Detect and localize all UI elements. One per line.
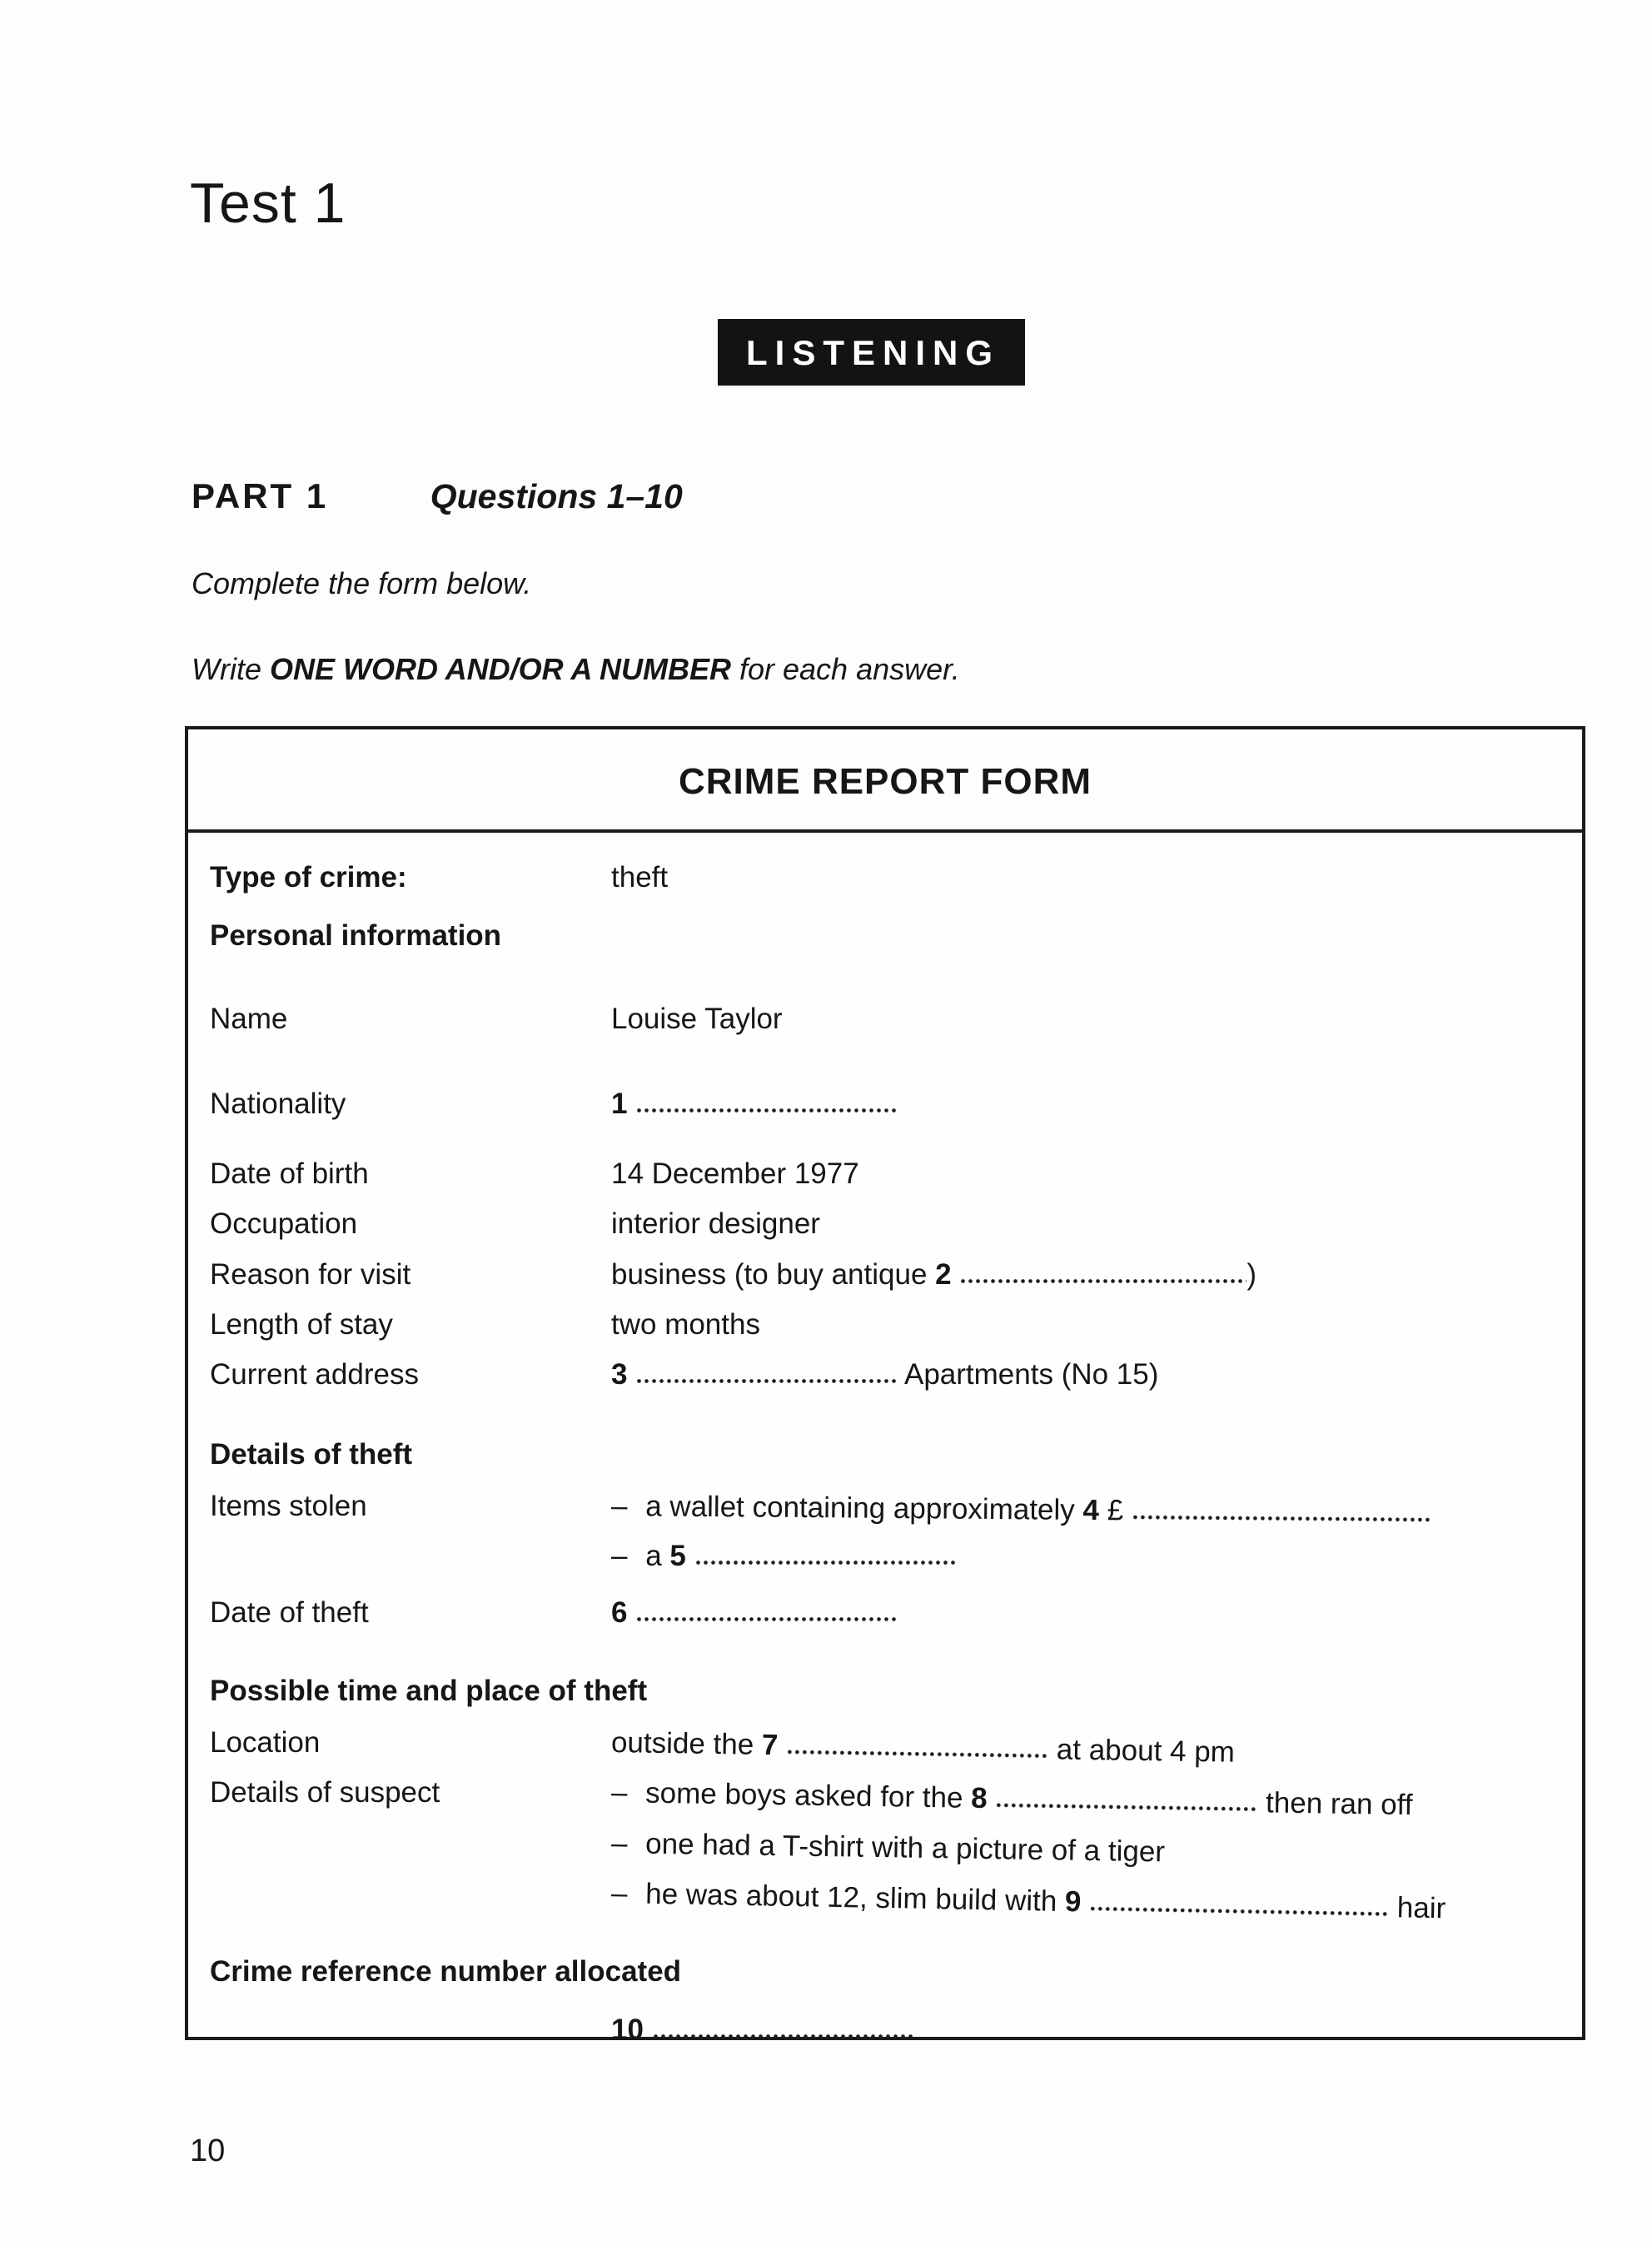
suspect-line2-text: one had a T-shirt with a picture of a tiger (644, 1827, 1166, 1868)
question-number-2: 2 (935, 1257, 952, 1291)
row-location (210, 1725, 1557, 1770)
value-items-stolen-line2 (611, 1538, 1557, 1575)
currency-symbol: £ (1107, 1494, 1124, 1527)
test-title: Test 1 (190, 172, 346, 235)
label-date-of-birth: Date of birth (210, 1157, 369, 1191)
instruction-write-suffix: for each answer. (730, 652, 960, 686)
suspect-line3-post-text: hair (1396, 1890, 1446, 1924)
value-location (611, 1725, 1558, 1776)
answer-blank-8 (995, 1800, 1257, 1813)
page-number: 10 (190, 2133, 226, 2168)
row-items-stolen (210, 1488, 1557, 1525)
label-occupation: Occupation (210, 1207, 358, 1241)
label-name: Name (210, 1003, 288, 1036)
value-suspect-line3 (611, 1875, 1558, 1929)
row-reason-for-visit (210, 1257, 1557, 1293)
value-current-address (611, 1356, 1557, 1393)
row-suspect-line2 (210, 1825, 1557, 1868)
instruction-write-prefix: Write (192, 652, 270, 686)
crime-report-form (185, 726, 1585, 2046)
value-name: Louise Taylor (611, 1003, 783, 1036)
label-location: Location (210, 1726, 321, 1760)
row-occupation (210, 1206, 1557, 1242)
answer-blank-9 (1089, 1903, 1389, 1917)
location-post-text: at about 4 pm (1056, 1733, 1236, 1770)
answer-blank-10 (652, 2031, 914, 2039)
instruction-complete-form: Complete the form below. (192, 566, 532, 600)
row-current-address (210, 1356, 1557, 1393)
items-line1-text: a wallet containing approximately (645, 1490, 1075, 1526)
value-occupation: interior designer (611, 1207, 820, 1241)
address-post-text: Apartments (No 15) (904, 1357, 1159, 1391)
answer-blank-3 (635, 1376, 898, 1384)
listening-banner (718, 319, 1025, 386)
heading-details-of-theft: Details of theft (210, 1437, 413, 1471)
list-dash: – (610, 1776, 628, 1809)
heading-time-place-of-theft: Possible time and place of theft (210, 1675, 648, 1708)
value-reason-for-visit (611, 1257, 1557, 1293)
row-name (210, 1001, 1557, 1038)
label-current-address: Current address (210, 1357, 419, 1391)
value-length-of-stay: two months (611, 1307, 760, 1341)
row-date-of-birth (210, 1156, 1557, 1192)
instruction-write-bold: ONE WORD AND/OR A NUMBER (270, 652, 731, 686)
suspect-line1-text: some boys asked for the (644, 1777, 963, 1815)
question-number-6: 6 (611, 1596, 628, 1630)
question-number-4: 4 (1082, 1493, 1100, 1527)
question-number-10: 10 (611, 2013, 644, 2046)
row-date-of-theft (210, 1595, 1557, 1631)
answer-blank-6 (635, 1614, 898, 1622)
form-body (188, 833, 1582, 2048)
heading-crime-reference: Crime reference number allocated (210, 1954, 682, 1988)
question-number-3: 3 (611, 1357, 628, 1391)
label-reason-for-visit: Reason for visit (210, 1257, 411, 1291)
form-title: CRIME REPORT FORM (188, 729, 1582, 833)
label-details-of-suspect: Details of suspect (210, 1776, 440, 1809)
list-dash: – (611, 1540, 628, 1573)
row-details-of-suspect (210, 1775, 1557, 1822)
items-line2-text: a (645, 1540, 662, 1573)
question-number-7: 7 (761, 1729, 779, 1762)
list-dash: – (610, 1876, 628, 1909)
row-nationality (210, 1086, 1557, 1122)
row-crime-reference-answer (210, 2012, 1557, 2048)
part-label: PART 1 (192, 476, 329, 515)
row-suspect-line3 (210, 1875, 1557, 1924)
value-suspect-line1 (611, 1775, 1558, 1826)
answer-blank-5 (694, 1557, 957, 1566)
value-date-of-birth: 14 December 1977 (611, 1157, 859, 1191)
reason-post-text: ) (1246, 1257, 1257, 1291)
label-date-of-theft: Date of theft (210, 1596, 369, 1630)
answer-blank-1 (635, 1105, 898, 1113)
answer-blank-7 (786, 1747, 1048, 1760)
question-number-9: 9 (1064, 1884, 1082, 1918)
value-type-of-crime: theft (611, 861, 669, 894)
question-number-1: 1 (611, 1088, 628, 1121)
label-type-of-crime: Type of crime: (210, 861, 407, 894)
answer-blank-2 (959, 1276, 1246, 1284)
label-items-stolen: Items stolen (210, 1489, 367, 1522)
reason-pre-text: business (to buy antique (611, 1257, 928, 1291)
value-suspect-line2 (611, 1825, 1558, 1877)
list-dash: – (610, 1489, 628, 1523)
part-header (192, 476, 683, 516)
row-length-of-stay (210, 1307, 1557, 1343)
suspect-line1-post-text: then ran off (1265, 1786, 1413, 1822)
label-nationality: Nationality (210, 1088, 346, 1121)
value-items-stolen-line1 (611, 1488, 1557, 1533)
list-dash: – (610, 1826, 628, 1859)
questions-range-label: Questions 1–10 (430, 477, 683, 515)
value-date-of-theft (611, 1595, 1557, 1631)
label-length-of-stay: Length of stay (210, 1307, 393, 1341)
instruction-write-answer (192, 652, 960, 687)
question-number-8: 8 (970, 1782, 988, 1815)
question-number-5: 5 (669, 1540, 686, 1573)
suspect-line3-text: he was about 12, slim build with (644, 1877, 1057, 1918)
row-items-stolen-line2 (210, 1538, 1557, 1575)
heading-personal-information: Personal information (210, 919, 502, 953)
location-pre-text: outside the (610, 1726, 754, 1761)
answer-blank-4 (1132, 1511, 1431, 1522)
value-nationality (611, 1086, 1557, 1122)
row-type-of-crime (210, 859, 1557, 896)
listening-banner-label: LISTENING (746, 333, 1001, 372)
